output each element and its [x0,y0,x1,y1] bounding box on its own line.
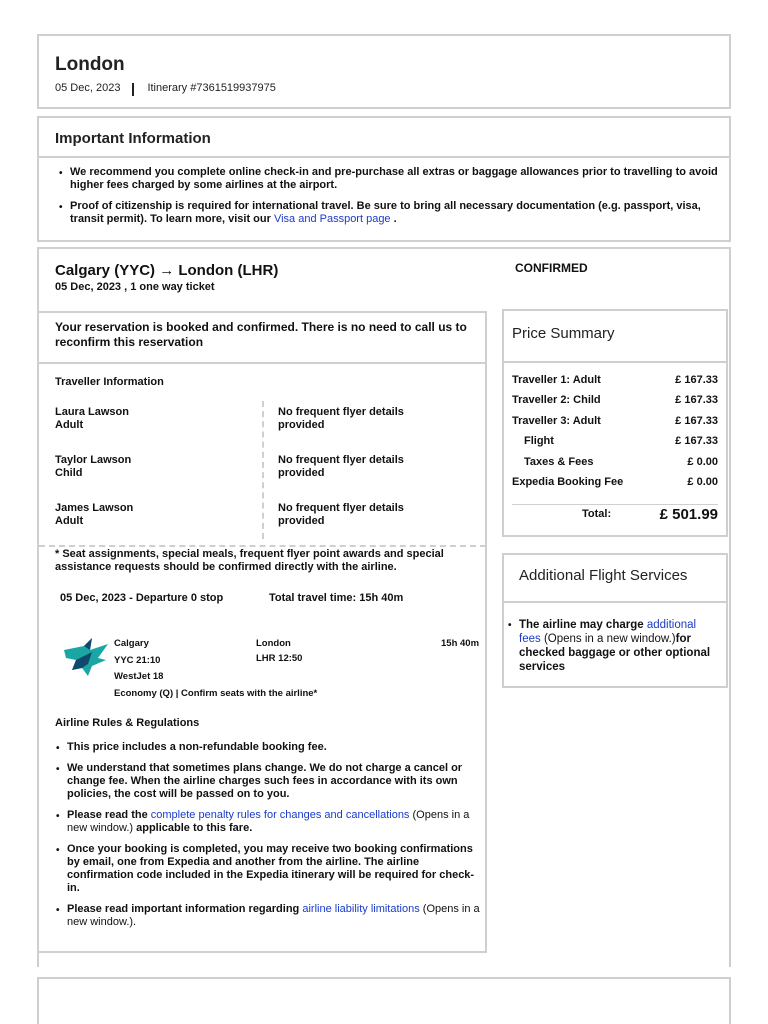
list-item: • Please read important information regarding airline liability limitations (Opens in a new window.). [67,903,483,929]
seat-assignment-note: * Seat assignments, special meals, frequent flyer point awards and special assistance requests should be confirmed directly with the airline. [55,548,444,573]
traveller-name: Taylor Lawson [55,454,132,466]
list-item: • Please read the complete penalty rules for changes and cancellations (Opens in a new window.) applicable to this fare. [67,809,483,835]
divider [39,156,729,158]
price-summary-box [502,309,728,537]
airline-rules-list [67,741,483,937]
total-label: Total: [582,508,612,520]
traveller-name: Laura Lawson [55,406,129,418]
total-travel-time: Total travel time: 15h 40m [269,592,404,604]
list-item: • We recommend you complete online check-in and pre-purchase all extras or baggage allowances prior to travelling to avoid higher fees charged by some airlines at the airport. [70,166,721,192]
traveller-info-heading: Traveller Information [55,376,164,388]
page-title: London [55,54,125,75]
price-row: Traveller 3: Adult £ 167.33 [512,415,718,427]
divider [504,601,726,603]
traveller-1 [55,406,129,432]
route-subtitle: 05 Dec, 2023 , 1 one way ticket [55,281,215,293]
additional-services-title: Additional Flight Services [519,567,688,584]
frequent-flyer-details: No frequent flyer details provided [278,406,404,431]
price-row: Expedia Booking Fee £ 0.00 [512,476,718,488]
important-information-list [70,166,721,234]
divider [39,362,486,364]
airline-rules-heading: Airline Rules & Regulations [55,717,200,729]
list-item: • This price includes a non-refundable booking fee. [67,741,483,754]
route-title: Calgary (YYC) → London (LHR) [55,262,279,279]
destination-city: London [256,638,291,649]
penalty-rules-link[interactable]: complete penalty rules for changes and cancellations [150,809,410,821]
frequent-flyer-details: No frequent flyer details provided [278,502,404,527]
important-information-title: Important Information [55,130,211,147]
traveller-type: Child [55,467,83,479]
price-row: Traveller 1: Adult £ 167.33 [512,374,718,386]
price-row: Flight £ 167.33 [524,435,718,447]
liability-limitations-link[interactable]: airline liability limitations [302,903,420,915]
cabin-class: Economy (Q) | Confirm seats with the airline* [114,688,318,699]
origin-city: Calgary [114,638,149,649]
traveller-3 [55,502,133,528]
itinerary-header [37,34,731,109]
status-badge: CONFIRMED [515,261,588,275]
price-summary-title: Price Summary [512,325,615,342]
important-information-box [37,116,731,242]
list-item: • We understand that sometimes plans change. We do not charge a cancel or change fee. When the airline charges such fees in accordance with its own policies, the cost will be passed on to you. [67,762,483,801]
traveller-type: Adult [55,515,84,527]
traveller-type: Adult [55,419,84,431]
flight-duration: 15h 40m [441,638,480,649]
additional-services-list [519,618,718,674]
price-row: Taxes & Fees £ 0.00 [524,456,718,468]
dashed-divider [262,401,264,539]
divider [504,361,726,363]
additional-fees-link[interactable]: additional fees [519,619,697,645]
traveller-name: James Lawson [55,502,134,514]
price-row: Traveller 2: Child £ 167.33 [512,394,718,406]
additional-services-box [502,553,728,688]
next-section-box [37,977,731,1024]
visa-passport-link[interactable]: Visa and Passport page [273,213,391,225]
divider [512,504,718,505]
traveller-2 [55,454,131,480]
westjet-logo-icon [62,636,110,678]
total-price: £ 501.99 [659,506,718,523]
meta-divider [132,83,134,96]
trip-date: 05 Dec, 2023 [55,81,121,94]
reservation-confirmation-note: Your reservation is booked and confirmed. There is no need to call us to reconfirm this reservation [55,320,467,349]
dashed-divider [39,545,486,547]
origin-time: YYC 21:10 [114,655,161,666]
frequent-flyer-details: No frequent flyer details provided [278,454,404,479]
flight-number: WestJet 18 [114,671,164,682]
list-item: • The airline may charge additional fees (Opens in a new window.)for checked baggage or other optional services [519,618,718,674]
destination-time: LHR 12:50 [256,653,303,664]
itinerary-meta [55,81,276,94]
departure-summary: 05 Dec, 2023 - Departure 0 stop [60,592,224,604]
list-item: • Proof of citizenship is required for international travel. Be sure to bring all necessary documentation (e.g. passport, visa, transit permit). To learn more, visit our Visa and Passport page . [70,200,721,226]
itinerary-number: Itinerary #7361519937975 [147,81,276,94]
list-item: • Once your booking is completed, you may receive two booking confirmations by email, one from Expedia and another from the airline. The airline confirmation code included in the Expedia itinerary will be required for check-in. [67,843,483,895]
